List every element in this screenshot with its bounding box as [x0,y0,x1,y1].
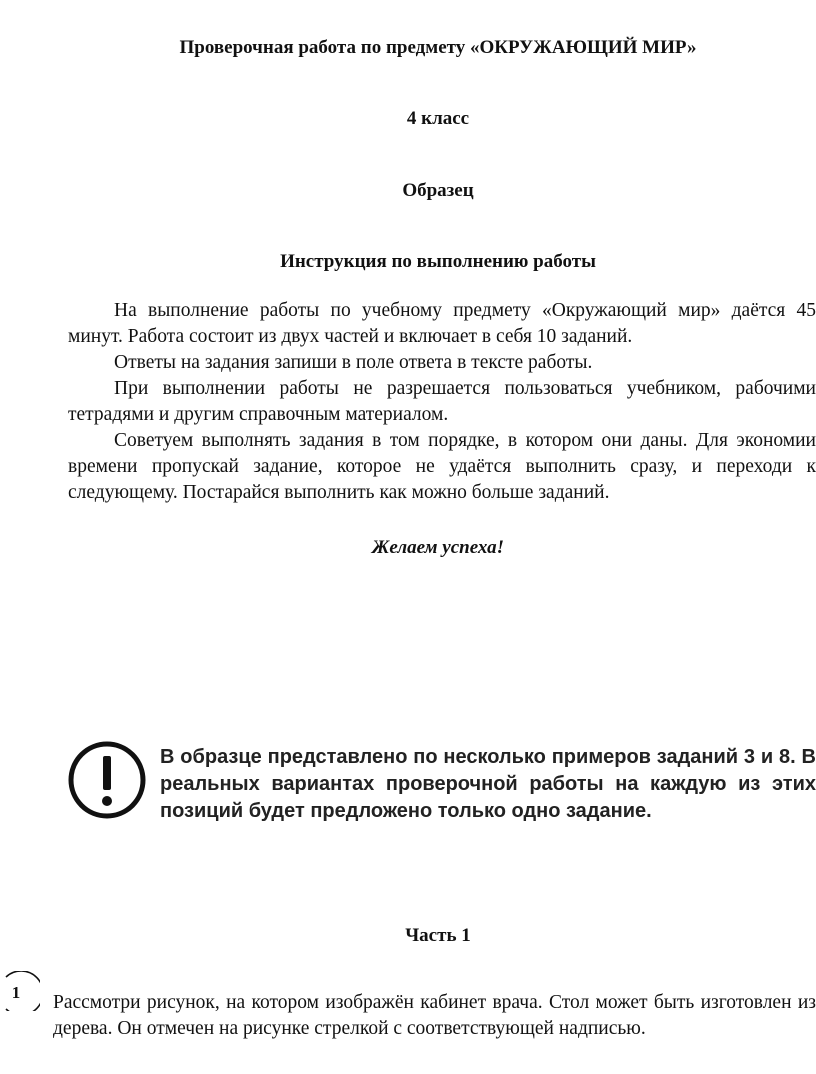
grade-label: 4 класс [406,108,470,129]
good-luck-text: Желаем успеха! [371,537,505,558]
notice-icon-space [68,744,160,826]
instruction-paragraph: При выполнении работы не разрешается пользоваться учебником, рабочими тетрадями и другим справочным материалом. [68,378,816,425]
instructions-body [68,298,816,506]
instruction-paragraph: На выполнение работы по учебному предмету «Окружающий мир» даётся 45 минут. Работа состоит из двух частей и включает в себя 10 заданий. [68,300,816,347]
notice-text: В образце представлено по несколько примеров заданий 3 и 8. В реальных вариантах проверочной работы на каждую из этих позиций будет предложено только одно задание. [160,746,816,822]
part-heading: Часть 1 [405,925,471,946]
task-number: 1 [11,983,21,1002]
document-title: Проверочная работа по предмету «ОКРУЖАЮЩИЙ МИР» [179,37,697,58]
instruction-paragraph: Советуем выполнять задания в том порядке, в котором они даны. Для экономии времени пропускай задание, которое не удаётся выполнить сразу, и переходи к следующему. Постарайся выполнить как можно больше заданий. [68,430,816,503]
instructions-heading: Инструкция по выполнению работы [280,251,596,272]
instruction-paragraph: Ответы на задания запиши в поле ответа в тексте работы. [114,352,593,373]
sample-label: Образец [402,180,474,201]
notice-box [68,744,816,826]
task-text: Рассмотри рисунок, на котором изображён кабинет врача. Стол может быть изготовлен из дерева. Он отмечен на рисунке стрелкой с соответствующей надписью. [53,992,816,1039]
